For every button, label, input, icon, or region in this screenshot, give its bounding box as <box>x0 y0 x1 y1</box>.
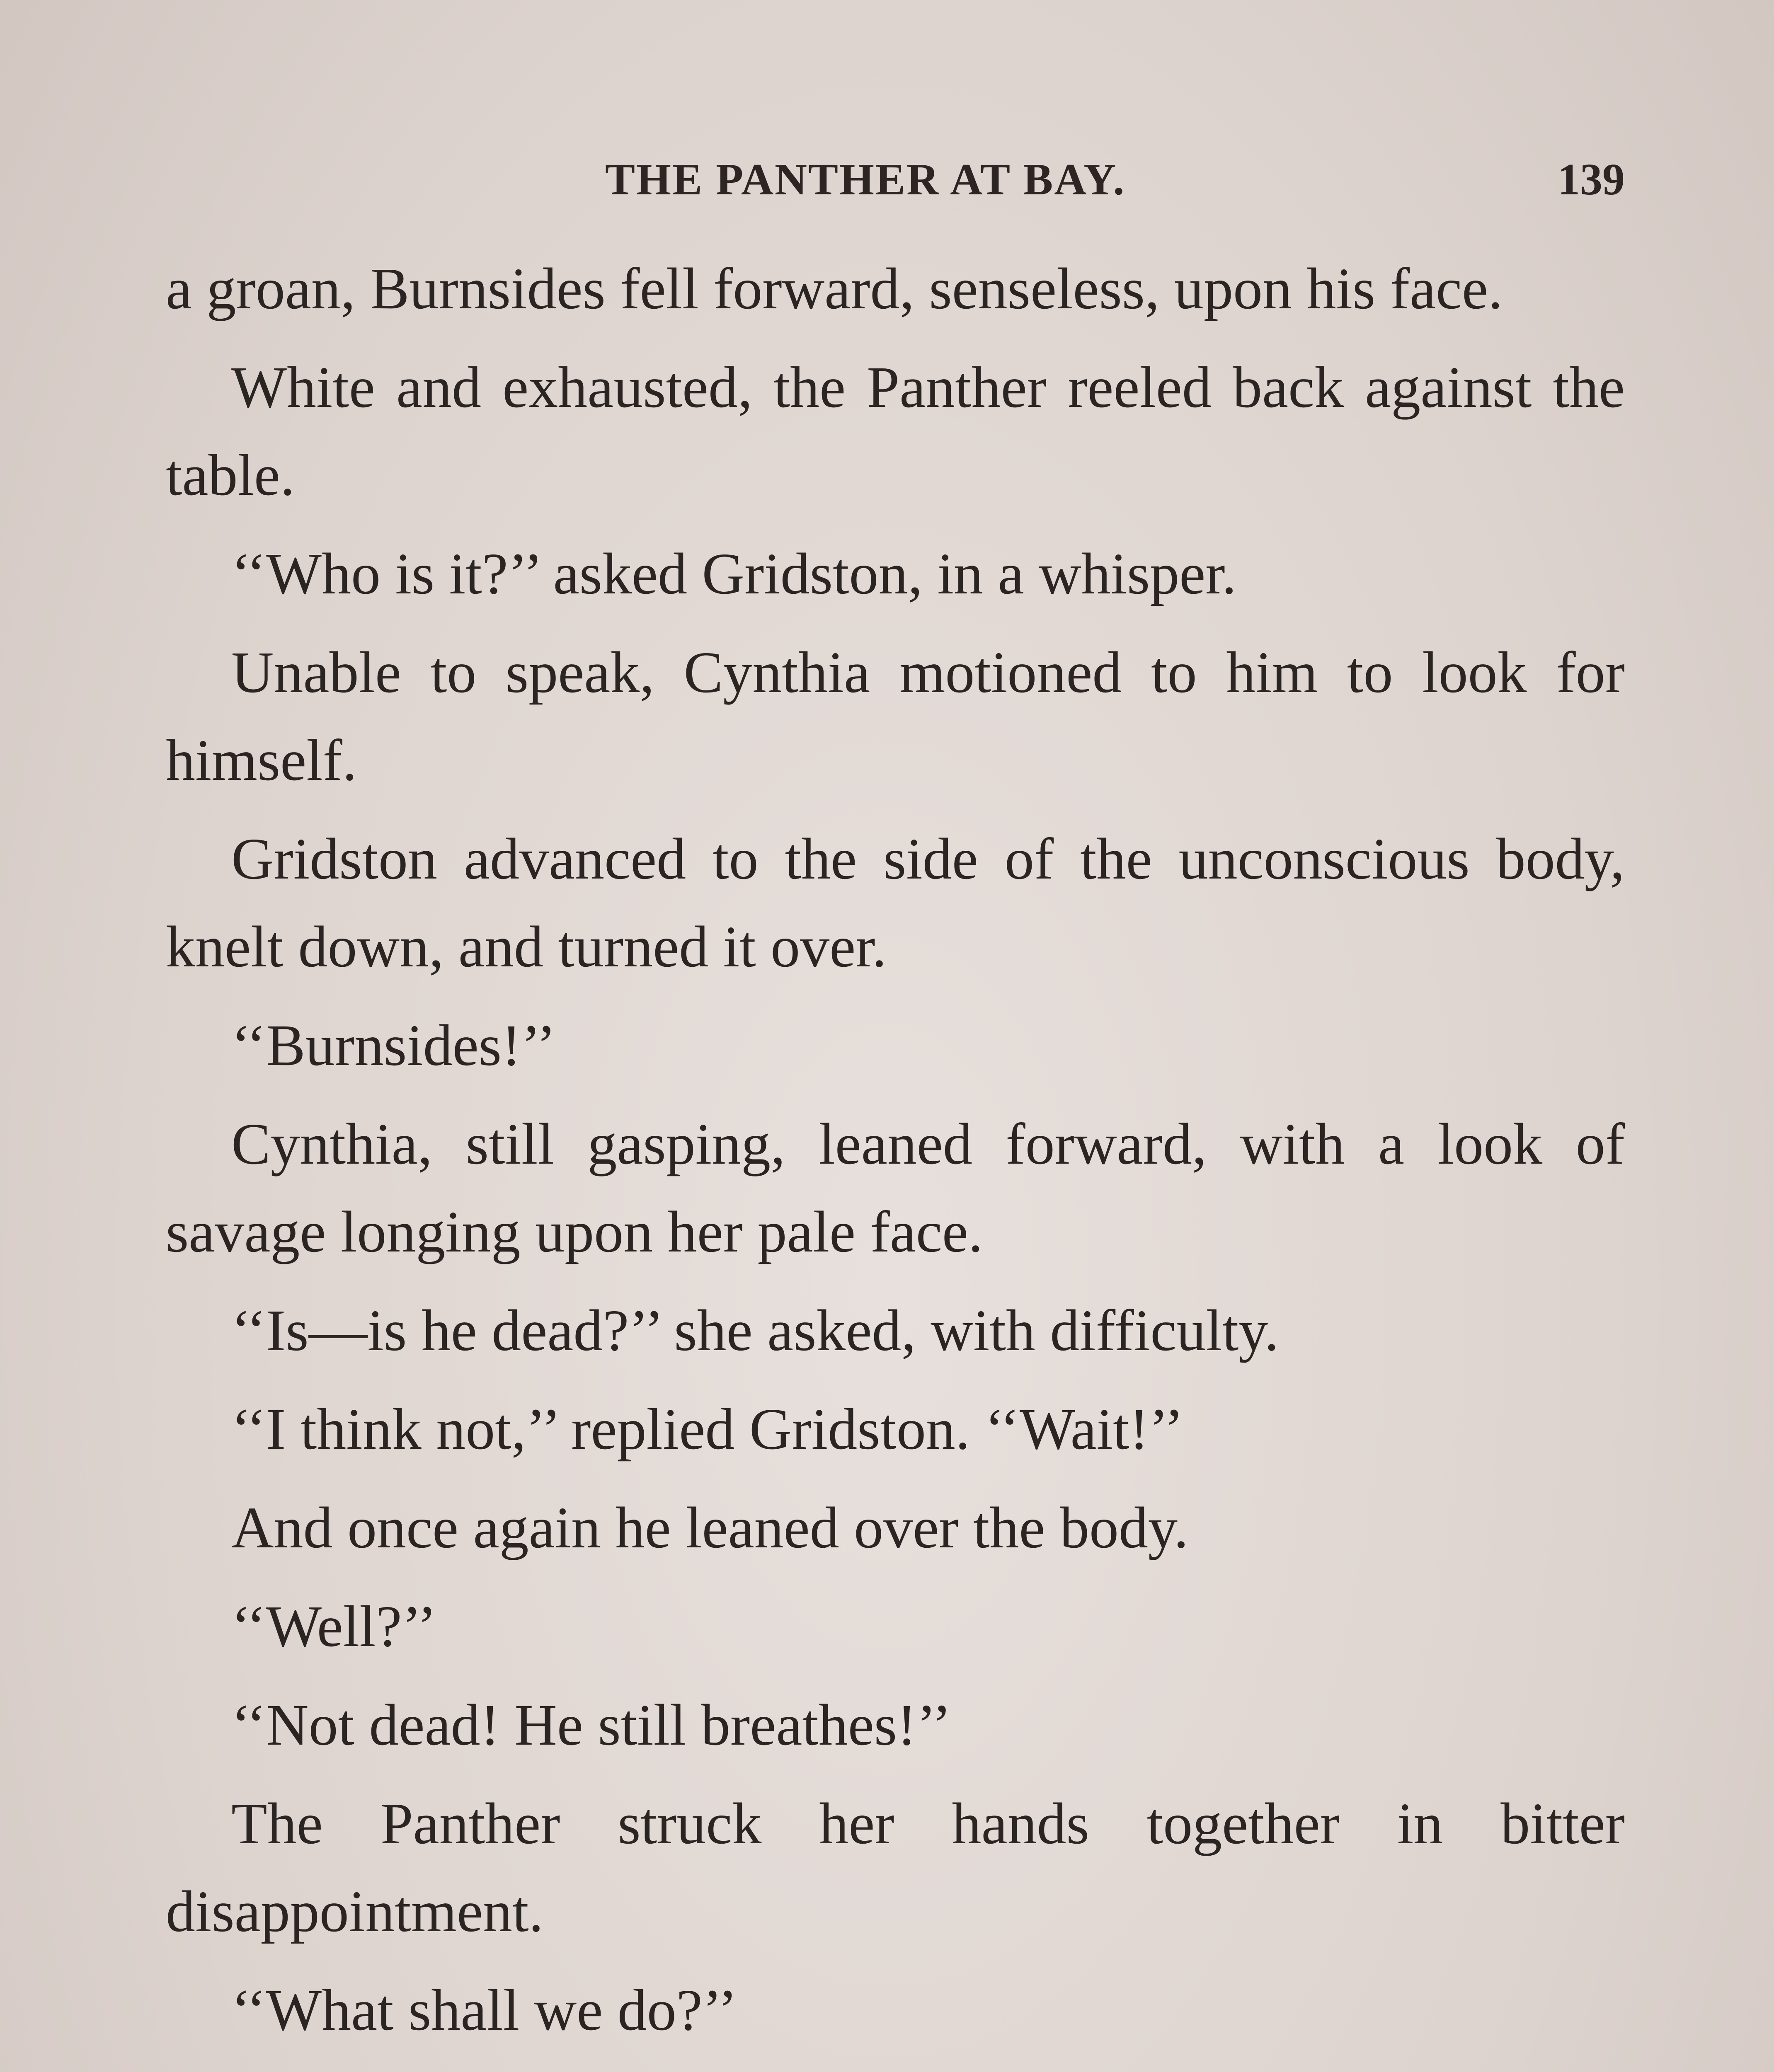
paragraph: ‘‘Well?’’ <box>231 1593 437 1659</box>
paragraph: White and exhausted, the Panther reeled back against the table. <box>166 354 1625 508</box>
paragraph: ‘‘Who is it?’’ asked Gridston, in a whisper. <box>231 541 1237 606</box>
paragraph: ‘‘Is—is he dead?’’ she asked, with difficulty. <box>231 1297 1279 1363</box>
paragraph: The Panther struck her hands together in bitter disappointment. <box>166 1791 1625 1944</box>
paragraph: a groan, Burnsides fell forward, senseless, upon his face. <box>166 256 1503 321</box>
paragraph: ‘‘What shall we do?’’ <box>231 1977 737 2043</box>
page-header <box>166 154 1625 216</box>
paragraph: ‘‘I think not,’’ replied Gridston. ‘‘Wait!’’ <box>231 1396 1184 1462</box>
paragraph <box>166 2065 1625 2072</box>
body-text <box>166 244 1625 2072</box>
paragraph: ‘‘Not dead! He still breathes!’’ <box>231 1692 952 1757</box>
paragraph: Unable to speak, Cynthia motioned to him to look for himself. <box>166 639 1625 793</box>
page-number: 139 <box>1558 155 1625 204</box>
paragraph: Cynthia, still gasping, leaned forward, with a look of savage longing upon her pale face. <box>166 1111 1625 1264</box>
running-head: THE PANTHER AT BAY. <box>605 155 1126 204</box>
paragraph: Gridston advanced to the side of the unconscious body, knelt down, and turned it over. <box>166 826 1625 979</box>
paragraph: ‘‘Burnsides!’’ <box>231 1012 556 1078</box>
paragraph: And once again he leaned over the body. <box>231 1495 1189 1560</box>
